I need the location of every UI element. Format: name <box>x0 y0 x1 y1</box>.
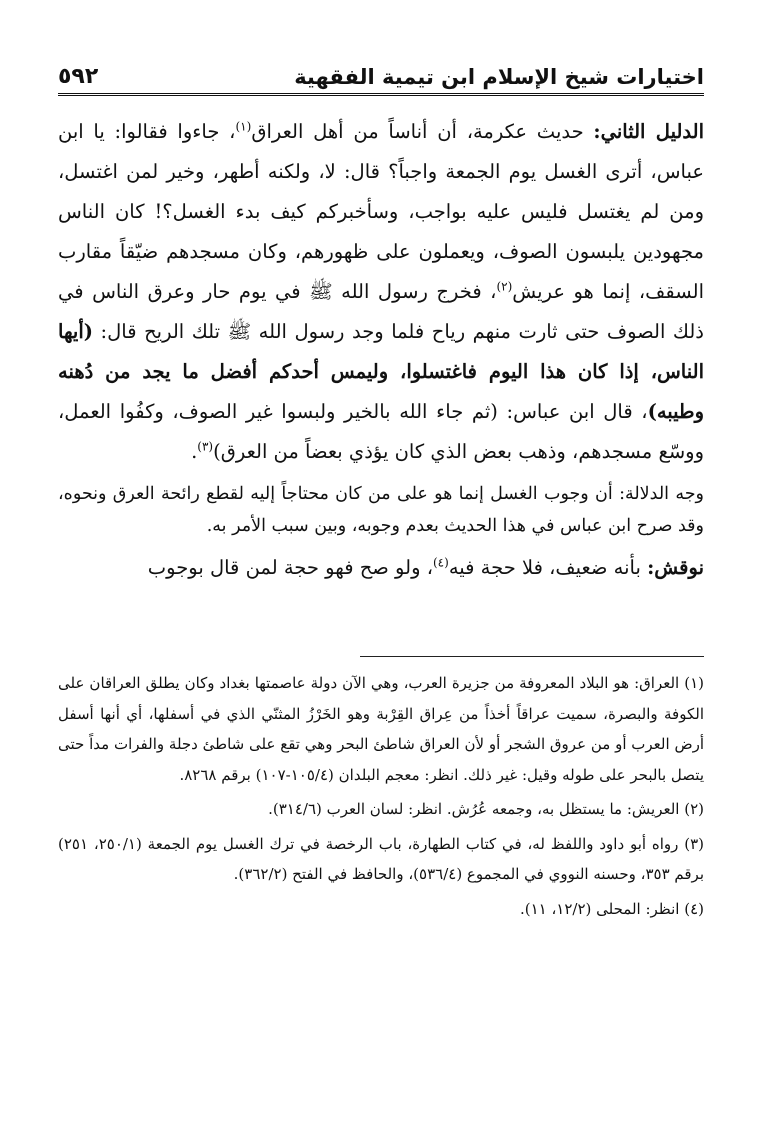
footnote-ref-4[interactable]: (٤) <box>432 555 449 570</box>
footnote-ref-2[interactable]: (٢) <box>496 279 513 294</box>
heading-second-evidence: الدليل الثاني: <box>593 120 704 143</box>
footnote-4: (٤) انظر: المحلى (١٢/٢، ١١). <box>519 899 704 918</box>
text-segment: ، قال ابن عباس: (ثم جاء الله بالخير ولبسوا غير الصوف، وكفُوا العمل، ووسّع مسجدهم، وذهب بعض الذي كان يؤذي بعضاً من العرق) <box>58 400 704 463</box>
text-segment: ، ولو صح فهو حجة لمن قال بوجوب <box>147 556 433 579</box>
page-number: ٥٩٢ <box>58 64 99 89</box>
footnote-1: (١) العراق: هو البلاد المعروفة من جزيرة العرب، وهي الآن دولة عاصمتها بغداد وكان يطلق العراقان على الكوفة والبصرة، سميت عراقاً أخذاً من عِراق القِرْبة وهو الخَرْزُ المثنّي الذي في أسفلها، أي أنها أسفل أرض العرب أو من عروق الشجر أو لأن العراق شاطئ البحر وهي تقع على شاطئ دجلة والفرات مداً حتى يتصل بالبحر على طوله وقيل: غير ذلك. انظر: معجم البلدان (١٠٥/٤-١٠٧) برقم ٨٢٦٨. <box>58 674 704 784</box>
paragraph-second-evidence <box>58 112 704 472</box>
running-title: اختيارات شيخ الإسلام ابن تيمية الفقهية <box>294 65 704 89</box>
footnote-separator <box>360 656 704 657</box>
footnote-ref-1[interactable]: (١) <box>235 119 252 134</box>
text-segment: ، جاءوا فقالوا: يا ابن عباس، أترى الغسل يوم الجمعة واجباً؟ قال: لا، ولكنه أطهر، وخير لمن اغتسل، ومن لم يغتسل فليس عليه بواجب، وسأخبركم كيف بدء الغسل؟! كان الناس مجهودين يلبسون الصوف، ويعملون على ظهورهم، وكان مسجدهم ضيّقاً مقارب السقف، إنما هو عريش <box>58 120 704 303</box>
footnote-2: (٢) العريش: ما يستظل به، وجمعه عُرُش. انظر: لسان العرب (٣١٤/٦). <box>268 800 704 818</box>
footnotes <box>58 668 704 928</box>
footnote-3: (٣) رواه أبو داود واللفظ له، في كتاب الطهارة، باب الرخصة في ترك الغسل يوم الجمعة (٢٥٠/١، ٢٥١) برقم ٣٥٣، وحسنه النووي في المجموع (٥٣٦/٤)، والحافظ في الفتح (٣٦٢/٢). <box>58 834 704 883</box>
main-text <box>58 112 704 588</box>
hadith-quote: (أيها الناس، إذا كان هذا اليوم فاغتسلوا، وليمس أحدكم أفضل ما يجد من دُهنه وطيبه) <box>58 320 704 423</box>
page-header <box>58 56 704 96</box>
text-segment: ، فخرج رسول الله ﷺ في يوم حار وعرق الناس في ذلك الصوف حتى ثارت منهم رياح فلما وجد رسول الله ﷺ تلك الريح قال: <box>58 280 704 343</box>
text-segment: بأنه ضعيف، فلا حجة فيه <box>448 556 648 579</box>
paragraph-discussion <box>58 548 704 588</box>
paragraph-indication: وجه الدلالة: أن وجوب الغسل إنما هو على من كان محتاجاً إليه لقطع رائحة العرق ونحوه، وقد صرح ابن عباس في هذا الحديث بعدم وجوبه، وبين سبب الأمر به. <box>58 484 704 536</box>
footnote-ref-3[interactable]: (٣) <box>197 439 214 454</box>
text-segment: . <box>191 440 198 463</box>
text-segment: حديث عكرمة، أن أناساً من أهل العراق <box>251 120 594 143</box>
heading-discussion: نوقش: <box>647 556 704 579</box>
